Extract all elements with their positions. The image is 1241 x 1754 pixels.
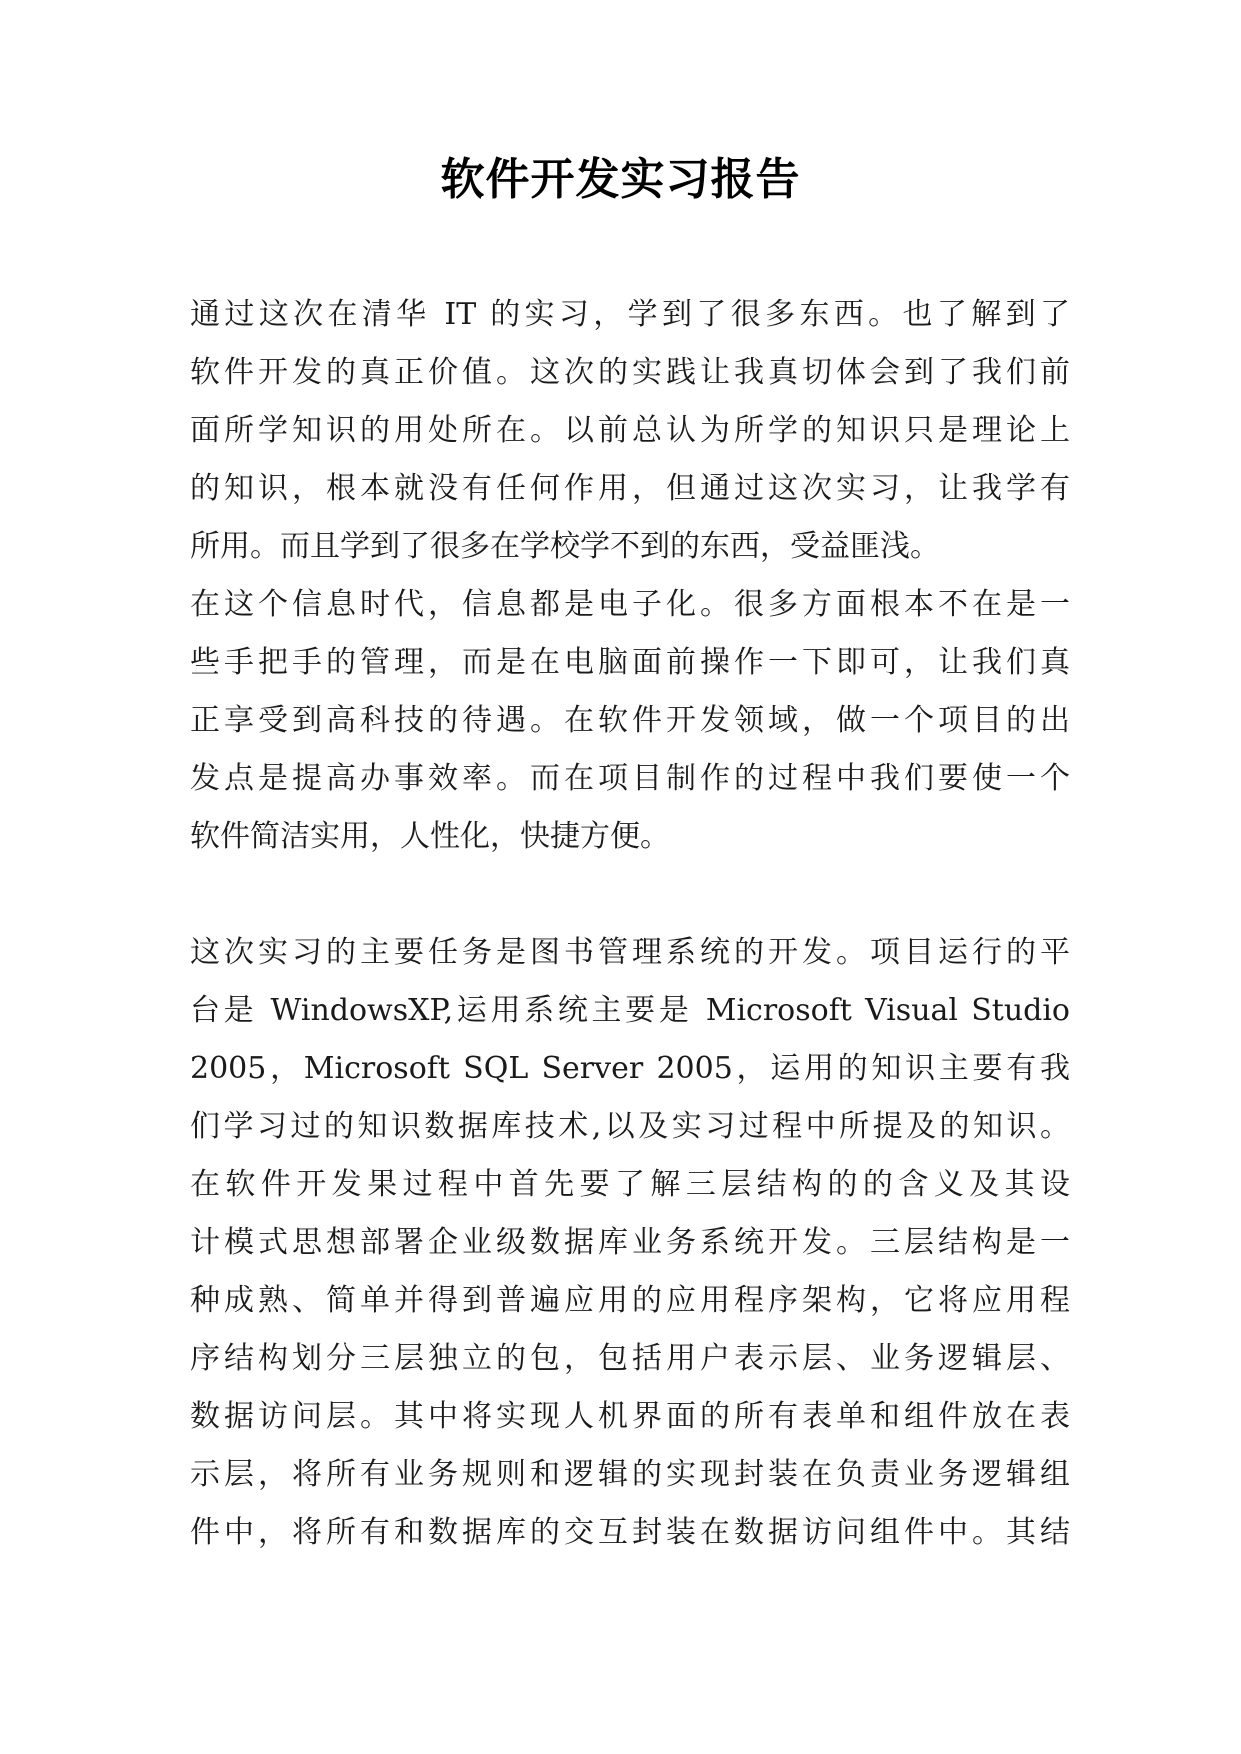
paragraph-2 (190, 576, 1070, 866)
text-line: 们学习过的知识数据库技术,以及实习过程中所提及的知识。 (190, 1109, 1070, 1144)
text-line: 计模式思想部署企业级数据库业务系统开发。三层结构是一 (190, 1225, 1070, 1260)
text-line: 台是 WindowsXP,运用系统主要是 Microsoft Visual Studio (190, 993, 1070, 1028)
paragraph-3 (190, 924, 1070, 1562)
text-line: 软件简洁实用，人性化，快捷方便。 (190, 819, 670, 854)
text-line: 种成熟、简单并得到普遍应用的应用程序架构，它将应用程 (190, 1283, 1070, 1318)
text-line: 通过这次在清华 IT 的实习，学到了很多东西。也了解到了 (190, 297, 1070, 332)
text-line: 这次实习的主要任务是图书管理系统的开发。项目运行的平 (190, 935, 1070, 970)
text-line: 面所学知识的用处所在。以前总认为所学的知识只是理论上 (190, 413, 1070, 448)
text-line: 发点是提高办事效率。而在项目制作的过程中我们要使一个 (190, 761, 1070, 796)
text-line: 软件开发的真正价值。这次的实践让我真切体会到了我们前 (190, 355, 1070, 390)
text-line: 序结构划分三层独立的包，包括用户表示层、业务逻辑层、 (190, 1341, 1070, 1376)
text-line: 正享受到高科技的待遇。在软件开发领域，做一个项目的出 (190, 703, 1070, 738)
text-line: 在这个信息时代，信息都是电子化。很多方面根本不在是一 (190, 587, 1070, 622)
text-line: 的知识，根本就没有任何作用，但通过这次实习，让我学有 (190, 471, 1070, 506)
text-line: 件中，将所有和数据库的交互封装在数据访问组件中。其结 (190, 1515, 1070, 1550)
text-line: 所用。而且学到了很多在学校学不到的东西，受益匪浅。 (190, 529, 940, 564)
text-line: 数据访问层。其中将实现人机界面的所有表单和组件放在表 (190, 1399, 1070, 1434)
text-line: 些手把手的管理，而是在电脑面前操作一下即可，让我们真 (190, 645, 1070, 680)
text-line: 在软件开发果过程中首先要了解三层结构的的含义及其设 (190, 1167, 1070, 1202)
text-line: 示层，将所有业务规则和逻辑的实现封装在负责业务逻辑组 (190, 1457, 1070, 1492)
text-line: 2005，Microsoft SQL Server 2005，运用的知识主要有我 (190, 1051, 1070, 1086)
paragraph-1 (190, 286, 1070, 576)
document-title: 软件开发实习报告 (440, 154, 801, 205)
